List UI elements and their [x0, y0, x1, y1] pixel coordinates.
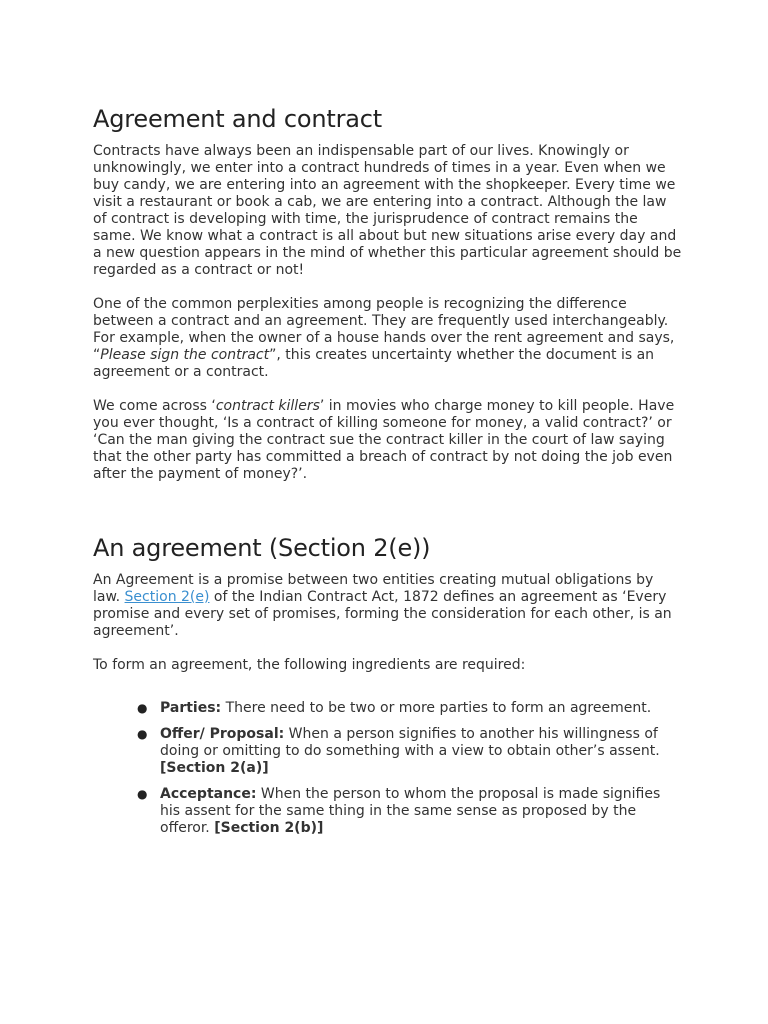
- document-page: [93, 104, 683, 846]
- list-item-text: When a person signifies to another his willingness of doing or omitting to do something with a view to obtain other’s assent.: [160, 726, 660, 759]
- paragraph-intro: Contracts have always been an indispensable part of our lives. Knowingly or unknowingly, we enter into a contract hundreds of times in a year. Even when we buy candy, we are entering into an agreement with the shopkeeper. Every time we visit a restaurant or book a cab, we are entering into a contract. Although the law of contract is developing with time, the jurisprudence of contract remains the same. We know what a contract is all about but new situations arise every day and a new question appears in the mind of whether this particular agreement should be regarded as a contract or not!: [93, 143, 682, 278]
- list-item-offer: [93, 726, 683, 777]
- paragraph-text: An Agreement is a promise between two entities creating mutual obligations by law.: [93, 572, 654, 605]
- list-item-reference: [Section 2(a)]: [160, 760, 269, 776]
- heading-agreement-and-contract: Agreement and contract: [93, 105, 382, 133]
- paragraph-text: One of the common perplexities among people is recognizing the difference between a contract and an agreement. They are frequently used interchangeably. For example, when the owner of a house hands over the rent agreement and says, “: [93, 296, 675, 363]
- section-2e-link[interactable]: Section 2(e): [124, 589, 210, 605]
- list-item-acceptance: [93, 786, 683, 837]
- paragraph-perplexities: [93, 296, 683, 381]
- list-item-text: When the person to whom the proposal is made signifies his assent for the same thing in the same sense as proposed by the offeror.: [160, 786, 661, 836]
- list-item-text: There need to be two or more parties to form an agreement.: [221, 700, 652, 716]
- italic-term: contract killers: [215, 398, 320, 414]
- italic-quote: Please sign the contract: [100, 347, 270, 363]
- bullet-icon: ●: [137, 787, 148, 801]
- paragraph-text: We come across ‘: [93, 398, 216, 414]
- list-item-term: Offer/ Proposal:: [160, 726, 285, 742]
- list-item-term: Acceptance:: [160, 786, 257, 802]
- list-item-parties: [93, 700, 683, 717]
- heading-an-agreement: An agreement (Section 2(e)): [93, 534, 431, 562]
- paragraph-text: ”, this creates uncertainty whether the document is an agreement or a contract.: [93, 347, 655, 380]
- bullet-icon: ●: [137, 727, 148, 741]
- ingredients-list: [93, 700, 683, 837]
- paragraph-ingredients-intro: To form an agreement, the following ingredients are required:: [93, 657, 526, 673]
- list-item-reference: [Section 2(b)]: [214, 820, 324, 836]
- list-item-term: Parties:: [160, 700, 222, 716]
- paragraph-text: of the Indian Contract Act, 1872 defines an agreement as ‘Every promise and every set of promises, forming the consideration for each other, is an agreement’.: [93, 589, 672, 639]
- paragraph-agreement-definition: [93, 572, 683, 640]
- paragraph-text: ’ in movies who charge money to kill people. Have you ever thought, ‘Is a contract of killing someone for money, a valid contract?’ or ‘Can the man giving the contract sue the contract killer in the court of law saying that the other party has committed a breach of contract by not doing the job even after the payment of money?’.: [93, 398, 675, 482]
- paragraph-contract-killers: [93, 398, 683, 483]
- bullet-icon: ●: [137, 701, 148, 715]
